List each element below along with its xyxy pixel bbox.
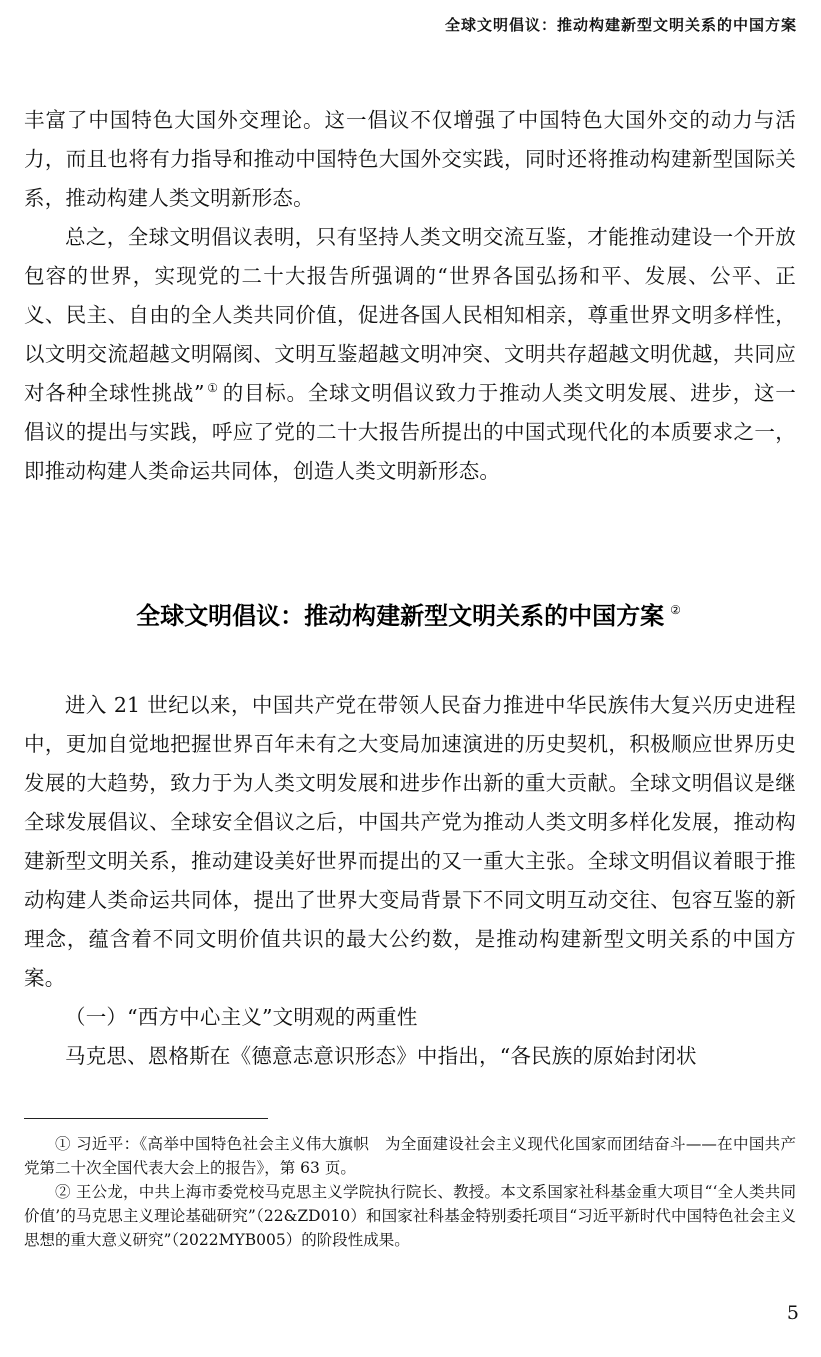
body-text-bottom — [24, 686, 796, 1076]
subsection-heading: （一）“西方中心主义”文明观的两重性 — [65, 1005, 418, 1029]
running-head: 全球文明倡议：推动构建新型文明关系的中国方案 — [444, 16, 797, 34]
paragraph-marx: 马克思、恩格斯在《德意志意识形态》中指出，“各民族的原始封闭状 — [65, 1044, 697, 1068]
paragraph-summary-text-1: 总之，全球文明倡议表明，只有坚持人类文明交流互鉴，才能推动建设一个开放包容的世界，实现党的二十大报告所强调的“世界各国弘扬和平、发展、公平、正义、民主、自由的全人类共同价值，促进各国人民相知相亲，尊重世界文明多样性，以文明交流超越文明隔阂、文明互鉴超越文明冲突、文明共存超越文明优越，共同应对各种全球性挑战” — [24, 225, 796, 405]
footnote-1: ① 习近平：《高举中国特色社会主义伟大旗帜 为全面建设社会主义现代化国家而团结奋斗——在中国共产党第二十次全国代表大会上的报告》，第 63 页。 — [24, 1135, 796, 1177]
page-number: 5 — [786, 1302, 799, 1324]
section-heading — [0, 596, 821, 636]
body-text-top — [24, 101, 796, 491]
footnote-divider — [24, 1118, 268, 1119]
section-heading-text: 全球文明倡议：推动构建新型文明关系的中国方案 — [136, 602, 665, 630]
paragraph-summary-text-2: 的目标。全球文明倡议致力于推动人类文明发展、进步，这一倡议的提出与实践，呼应了党的二十大报告所提出的中国式现代化的本质要求之一，即推动构建人类命运共同体，创造人类文明新形态。 — [24, 381, 796, 483]
paragraph-summary — [24, 218, 796, 491]
paragraph-continuation: 丰富了中国特色大国外交理论。这一倡议不仅增强了中国特色大国外交的动力与活力，而且也将有力指导和推动中国特色大国外交实践，同时还将推动构建新型国际关系，推动构建人类文明新形态。 — [24, 108, 796, 210]
footnote-reference-2[interactable]: ② — [670, 603, 681, 617]
paragraph-intro: 进入 21 世纪以来，中国共产党在带领人民奋力推进中华民族伟大复兴历史进程中，更加自觉地把握世界百年未有之大变局加速演进的历史契机，积极顺应世界历史发展的大趋势，致力于为人类文明发展和进步作出新的重大贡献。全球文明倡议是继全球发展倡议、全球安全倡议之后，中国共产党为推动人类文明多样化发展，推动构建新型文明关系，推动建设美好世界而提出的又一重大主张。全球文明倡议着眼于推动构建人类命运共同体，提出了世界大变局背景下不同文明互动交往、包容互鉴的新理念，蕴含着不同文明价值共识的最大公约数，是推动构建新型文明关系的中国方案。 — [24, 693, 796, 990]
footnote-reference-1[interactable]: ① — [206, 381, 219, 395]
footnotes — [24, 1132, 796, 1252]
footnote-2: ② 王公龙，中共上海市委党校马克思主义学院执行院长、教授。本文系国家社科基金重大项目“‘全人类共同价值’的马克思主义理论基础研究”（22&ZD010）和国家社科基金特别委托项目“习近平新时代中国特色社会主义思想的重大意义研究”（2022MYB005）的阶段性成果。 — [24, 1183, 796, 1249]
